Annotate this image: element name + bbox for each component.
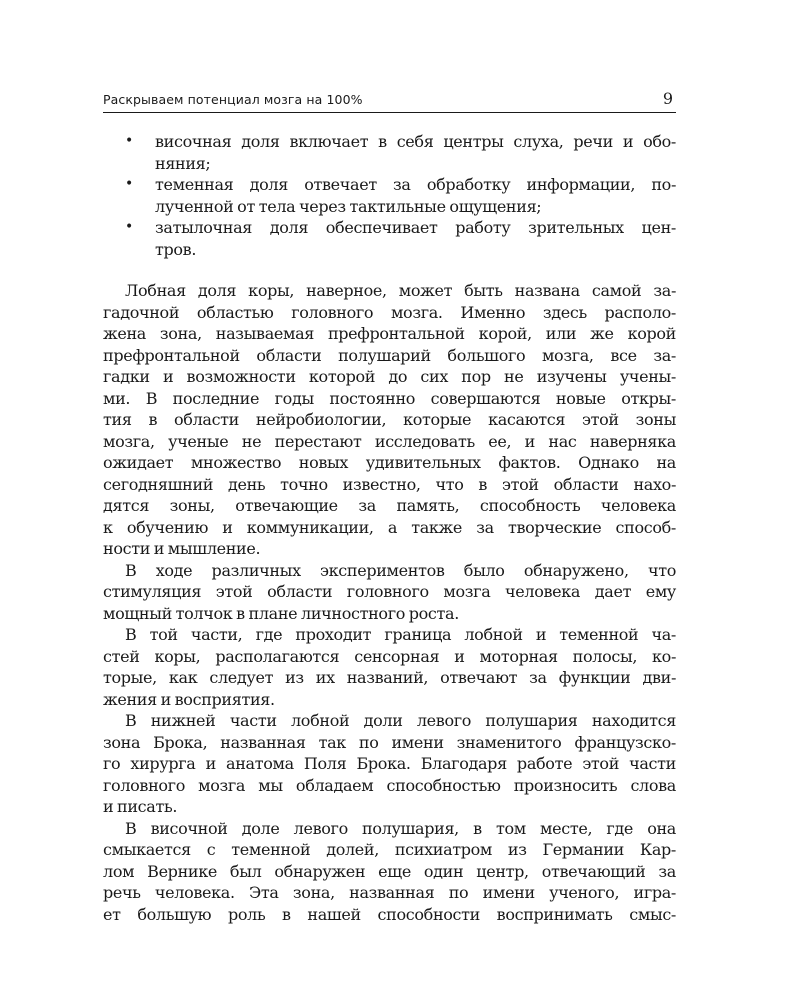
text-line: ет большую роль в нашей способности воспринимать смыс- — [103, 904, 676, 924]
text-line: речь человека. Эта зона, названная по имени ученого, игра- — [103, 883, 676, 902]
bullet-marker: • — [125, 219, 134, 235]
bullet-item — [103, 217, 676, 260]
text-line: Лобная доля коры, наверное, может быть названа самой за- — [125, 281, 676, 300]
text-line: торые, как следует из их названий, отвечают за функции дви- — [103, 668, 676, 687]
text-line: жена зона, называемая префронтальной корой, или же корой — [103, 324, 676, 343]
text-line: зона Брока, названная так по имени знаменитого французско- — [103, 732, 676, 752]
text-line: ми. В последние годы постоянно совершаются новые откры- — [103, 388, 676, 408]
page-body — [103, 131, 676, 925]
text-line: мощный толчок в плане личностного роста. — [103, 603, 459, 623]
paragraph — [103, 624, 676, 710]
text-line: ожидает множество новых удивительных фактов. Однако на — [103, 453, 676, 472]
bullet-item — [103, 131, 676, 174]
bullet-item — [103, 174, 676, 217]
text-line: няния; — [155, 153, 211, 173]
text-line: тия в области нейробиологии, которые касаются этой зоны — [103, 410, 676, 429]
paragraph — [103, 560, 676, 625]
text-line: В той части, где проходит граница лобной и теменной ча- — [125, 625, 676, 644]
page-number: 9 — [662, 89, 673, 108]
text-line: дятся зоны, отвечающие за память, способность человека — [103, 496, 676, 515]
text-line: затылочная доля обеспечивает работу зрительных цен- — [155, 218, 676, 237]
text-line: В нижней части лобной доли левого полушария находится — [125, 711, 676, 730]
text-line: префронтальной области полушарий большого мозга, все за- — [103, 345, 676, 365]
text-line: В височной доле левого полушария, в том месте, где она — [125, 818, 676, 838]
bullet-marker: • — [125, 133, 134, 149]
bullet-marker: • — [125, 176, 134, 192]
text-line: стей коры, располагаются сенсорная и моторная полосы, ко- — [103, 646, 676, 666]
paragraph — [103, 280, 676, 560]
text-line: мозга, ученые не перестают исследовать ее, и нас наверняка — [103, 431, 676, 451]
text-line: гадки и возможности которой до сих пор не изучены учены- — [103, 367, 676, 386]
text-line: В ходе различных экспериментов было обнаружено, что — [125, 560, 676, 580]
bullet-list — [103, 131, 676, 260]
section-gap — [103, 260, 676, 280]
text-line: гадочной областью головного мозга. Именно здесь располо- — [103, 302, 676, 322]
text-line: головного мозга мы обладаем способностью произносить слова — [103, 775, 676, 795]
text-line: тров. — [155, 239, 197, 259]
text-line: к обучению и коммуникации, а также за творческие способ- — [103, 517, 676, 537]
text-line: го хирурга и анатома Поля Брока. Благодаря работе этой части — [103, 754, 676, 773]
text-line: жения и восприятия. — [103, 689, 275, 709]
text-line: смыкается с теменной долей, психиатром из Германии Кар- — [103, 840, 676, 859]
text-line: височная доля включает в себя центры слуха, речи и обо- — [155, 132, 676, 151]
text-line: сегодняшний день точно известно, что в этой области нахо- — [103, 474, 676, 494]
running-title: Раскрываем потенциал мозга на 100% — [103, 92, 363, 107]
text-line: ности и мышление. — [103, 539, 261, 558]
text-line: стимуляция этой области головного мозга человека дает ему — [103, 582, 676, 601]
text-line: лом Вернике был обнаружен еще один центр, отвечающий за — [103, 861, 676, 881]
paragraph — [103, 710, 676, 818]
page-header — [103, 86, 676, 113]
text-line: лученной от тела через тактильные ощущения; — [155, 196, 542, 216]
paragraph — [103, 818, 676, 926]
text-line: и писать. — [103, 797, 178, 816]
text-line: теменная доля отвечает за обработку информации, по- — [155, 175, 676, 194]
